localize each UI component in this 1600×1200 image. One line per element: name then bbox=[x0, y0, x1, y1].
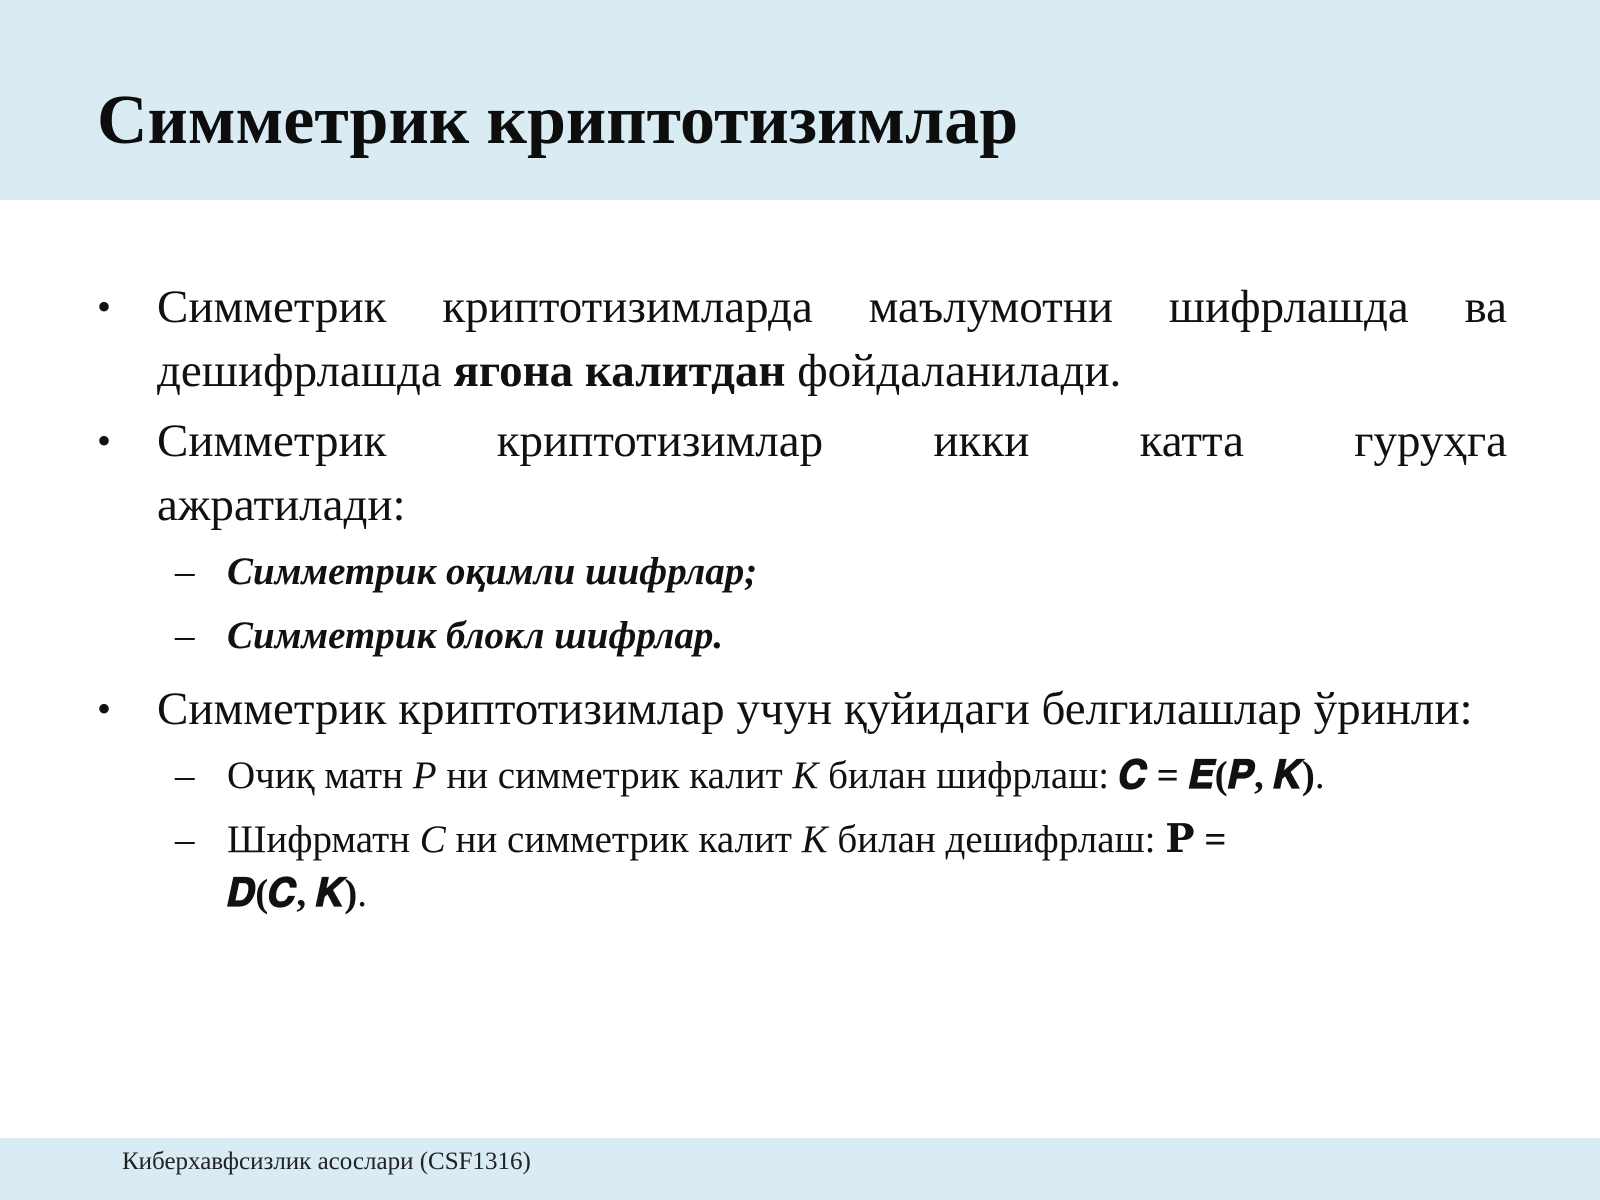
bullet-text: Симметрик криптотизимларда маълумотни шифрлашда ва дешифрлашда bbox=[157, 281, 1507, 397]
bullet-item bbox=[97, 677, 1507, 741]
bullet-word: катта bbox=[1139, 415, 1244, 467]
math-variable: K bbox=[792, 754, 819, 797]
sub-marker: – bbox=[175, 754, 195, 797]
sub-item-text: Очиқ матн bbox=[227, 754, 413, 797]
bullet-word: гуруҳга bbox=[1354, 415, 1507, 467]
sub-item-text: Симметрик оқимли шифрлар; bbox=[227, 550, 758, 593]
sub-item-text: Шифрматн bbox=[227, 818, 420, 861]
math-formula: 𝐏 = bbox=[1165, 818, 1227, 861]
bullet-word: криптотизимлар bbox=[496, 415, 824, 467]
sub-item bbox=[97, 749, 1507, 803]
math-variable: P bbox=[412, 754, 437, 797]
sub-item bbox=[97, 609, 1507, 663]
bullet-item bbox=[97, 275, 1507, 403]
sub-item-text: билан шифрлаш: bbox=[818, 754, 1119, 797]
bullet-marker: • bbox=[97, 284, 112, 329]
sub-item bbox=[97, 813, 1507, 921]
slide-title: Симметрик криптотизимлар bbox=[97, 82, 1019, 159]
sub-marker: – bbox=[175, 550, 195, 593]
bullet-word: икки bbox=[933, 415, 1030, 467]
sub-marker: – bbox=[175, 614, 195, 657]
sub-item-text: Симметрик блокл шифрлар. bbox=[227, 614, 724, 657]
sub-item-text: билан дешифрлаш: bbox=[827, 818, 1166, 861]
bullet-continuation: ажратилади: bbox=[157, 479, 406, 531]
math-formula: 𝑫(𝑪, 𝑲) bbox=[227, 872, 358, 915]
math-variable: C bbox=[419, 818, 446, 861]
sub-list bbox=[97, 545, 1507, 663]
sub-item bbox=[97, 545, 1507, 599]
math-variable: K bbox=[801, 818, 828, 861]
sub-item-end: . bbox=[1314, 754, 1325, 797]
bullet-text: Симметрик криптотизимлар учун қуйидаги белгилашлар ўринли: bbox=[157, 683, 1473, 735]
sub-item-text: ни симметрик калит bbox=[445, 818, 802, 861]
bullet-text: фойдаланилади. bbox=[785, 345, 1122, 397]
sub-list bbox=[97, 749, 1507, 921]
bullet-item bbox=[97, 409, 1507, 537]
math-formula: 𝑪 = 𝑬(𝑷, 𝑲) bbox=[1118, 754, 1315, 797]
sub-item-end: . bbox=[357, 872, 367, 915]
footer-course-label: Киберхавфсизлик асослари (CSF1316) bbox=[122, 1148, 531, 1175]
bullet-marker: • bbox=[97, 418, 112, 463]
slide-content bbox=[97, 275, 1507, 931]
bullet-line bbox=[157, 409, 1507, 473]
bullet-word: Симметрик bbox=[157, 415, 387, 467]
sub-item-text: ни симметрик калит bbox=[436, 754, 793, 797]
bullet-text-bold: ягона калитдан bbox=[453, 345, 786, 397]
sub-marker: – bbox=[175, 818, 195, 861]
bullet-marker: • bbox=[97, 686, 112, 731]
